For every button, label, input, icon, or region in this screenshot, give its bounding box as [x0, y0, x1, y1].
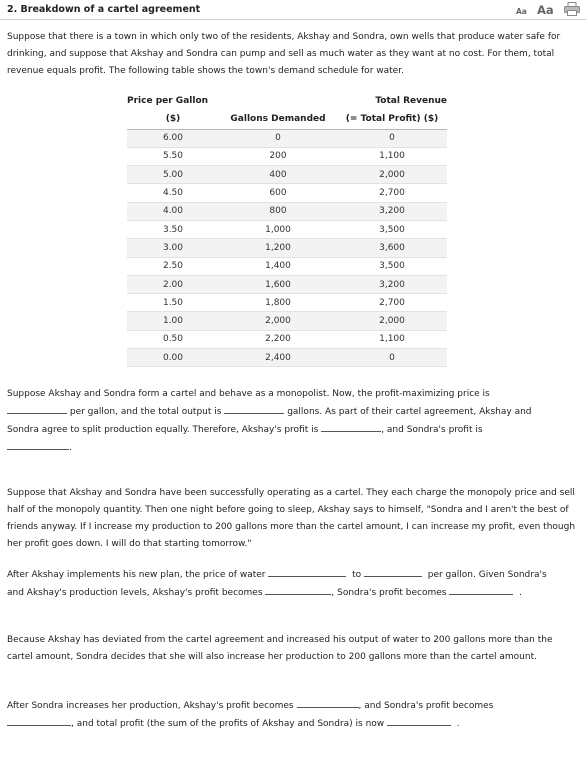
question-text: gallons. As part of their cartel agreement, Akshay and [287, 407, 532, 417]
table-row [127, 294, 447, 312]
revenue-cell: 2,000 [337, 312, 447, 330]
revenue-cell: 1,100 [337, 147, 447, 165]
question-header [0, 0, 586, 20]
gallons-cell: 1,600 [219, 275, 337, 293]
question-text: Suppose Akshay and Sondra form a cartel and behave as a monopolist. Now, the profit-maximizing price is [7, 389, 490, 399]
table-row [127, 330, 447, 348]
column-header-total-revenue: Total Revenue [375, 96, 447, 106]
revenue-cell: 3,500 [337, 220, 447, 238]
gallons-cell: 2,200 [219, 330, 337, 348]
revenue-cell: 3,200 [337, 202, 447, 220]
question-text: per gallon. Given Sondra's [427, 570, 547, 580]
question-text: , and total profit (the sum of the profits of Akshay and Sondra) is now [71, 719, 385, 729]
revenue-cell: 3,500 [337, 257, 447, 275]
column-header-price: Price per Gallon [127, 96, 209, 106]
question-text: After Sondra increases her production, Akshay's profit becomes [7, 701, 294, 711]
gallons-cell: 200 [219, 147, 337, 165]
price-to-blank[interactable] [364, 566, 422, 577]
sondra-cartel-profit-blank[interactable] [7, 439, 69, 450]
gallons-cell: 2,400 [219, 349, 337, 367]
question-text: per gallon, and the total output is [69, 407, 222, 417]
question-text: . [519, 588, 522, 598]
column-subheader-total-profit: (= Total Profit) ($) [337, 112, 447, 129]
column-header-blank [219, 94, 337, 112]
intro-paragraph: Suppose that there is a town in which only two of the residents, Akshay and Sondra, own wells that produce water safe for drinking, and suppose that Akshay and Sondra can pump and sell as much water as they want at no cost. For them, total revenue equals profit. The following table shows the town's demand schedule for water. [7, 32, 561, 76]
gallons-cell: 1,200 [219, 239, 337, 257]
revenue-cell: 2,700 [337, 184, 447, 202]
price-cell: 5.00 [127, 166, 219, 184]
gallons-cell: 1,800 [219, 294, 337, 312]
question-text: , Sondra's profit becomes [331, 588, 447, 598]
revenue-cell: 0 [337, 349, 447, 367]
table-row [127, 184, 447, 202]
gallons-cell: 2,000 [219, 312, 337, 330]
demand-schedule-table [127, 94, 447, 367]
price-cell: 1.50 [127, 294, 219, 312]
price-cell: 3.50 [127, 220, 219, 238]
revenue-cell: 3,600 [337, 239, 447, 257]
printer-icon[interactable] [564, 2, 580, 16]
table-row [127, 275, 447, 293]
table-row [127, 220, 447, 238]
revenue-cell: 3,200 [337, 275, 447, 293]
column-subheader-price-unit: ($) [127, 112, 219, 129]
gallons-cell: 600 [219, 184, 337, 202]
monopoly-price-blank[interactable] [7, 403, 67, 414]
question-both-deviate [7, 697, 577, 733]
price-cell: 6.00 [127, 129, 219, 147]
table-row [127, 312, 447, 330]
table-row [127, 129, 447, 147]
revenue-cell: 0 [337, 129, 447, 147]
price-from-blank[interactable] [268, 566, 346, 577]
sondra-deviation-profit-blank[interactable] [449, 584, 513, 595]
question-text: , and Sondra's profit becomes [358, 701, 494, 711]
price-cell: 0.50 [127, 330, 219, 348]
gallons-cell: 800 [219, 202, 337, 220]
question-cartel-outcome [7, 386, 577, 457]
table-row [127, 166, 447, 184]
total-profit-blank[interactable] [387, 715, 451, 726]
increase-font-button[interactable]: Aa [537, 3, 554, 17]
table-row [127, 202, 447, 220]
price-cell: 5.50 [127, 147, 219, 165]
monopoly-output-blank[interactable] [224, 403, 284, 414]
akshay-deviation-paragraph: Suppose that Akshay and Sondra have been successfully operating as a cartel. They each charge the monopoly price and sell half of the monopoly quantity. Then one night before going to sleep, Akshay says to himself, "Sondra and I aren't the best of friends anyway. If I increase my production to 200 gallons more than the cartel amount, I can increase my profit, even though her profit goes down. I will do that starting tomorrow." [7, 488, 576, 549]
gallons-cell: 0 [219, 129, 337, 147]
price-cell: 0.00 [127, 349, 219, 367]
price-cell: 2.50 [127, 257, 219, 275]
decrease-font-button[interactable]: Aa [516, 7, 527, 16]
question-text: . [69, 443, 72, 453]
gallons-cell: 1,400 [219, 257, 337, 275]
question-text: After Akshay implements his new plan, the price of water [7, 570, 266, 580]
revenue-cell: 2,700 [337, 294, 447, 312]
price-cell: 1.00 [127, 312, 219, 330]
question-text: to [352, 570, 362, 580]
price-cell: 2.00 [127, 275, 219, 293]
sondra-final-profit-blank[interactable] [7, 715, 71, 726]
question-text: , and Sondra's profit is [381, 425, 483, 435]
column-header-gallons-demanded: Gallons Demanded [219, 112, 337, 129]
sondra-deviation-paragraph: Because Akshay has deviated from the cartel agreement and increased his output of water to 200 gallons more than the cartel amount, Sondra decides that she will also increase her production to 200 gallons more than the cartel amount. [7, 635, 553, 662]
revenue-cell: 2,000 [337, 166, 447, 184]
question-title: 2. Breakdown of a cartel agreement [7, 4, 201, 15]
gallons-cell: 1,000 [219, 220, 337, 238]
table-row [127, 239, 447, 257]
question-text: . [456, 719, 460, 729]
table-row [127, 147, 447, 165]
revenue-cell: 1,100 [337, 330, 447, 348]
akshay-deviation-profit-blank[interactable] [265, 584, 331, 595]
price-cell: 3.00 [127, 239, 219, 257]
question-text: and Akshay's production levels, Akshay's profit becomes [7, 588, 263, 598]
table-row [127, 257, 447, 275]
question-text: Sondra agree to split production equally. Therefore, Akshay's profit is [7, 425, 319, 435]
question-akshay-deviation [7, 566, 577, 602]
akshay-final-profit-blank[interactable] [297, 697, 359, 708]
akshay-cartel-profit-blank[interactable] [321, 421, 381, 432]
table-row [127, 349, 447, 367]
price-cell: 4.50 [127, 184, 219, 202]
gallons-cell: 400 [219, 166, 337, 184]
price-cell: 4.00 [127, 202, 219, 220]
